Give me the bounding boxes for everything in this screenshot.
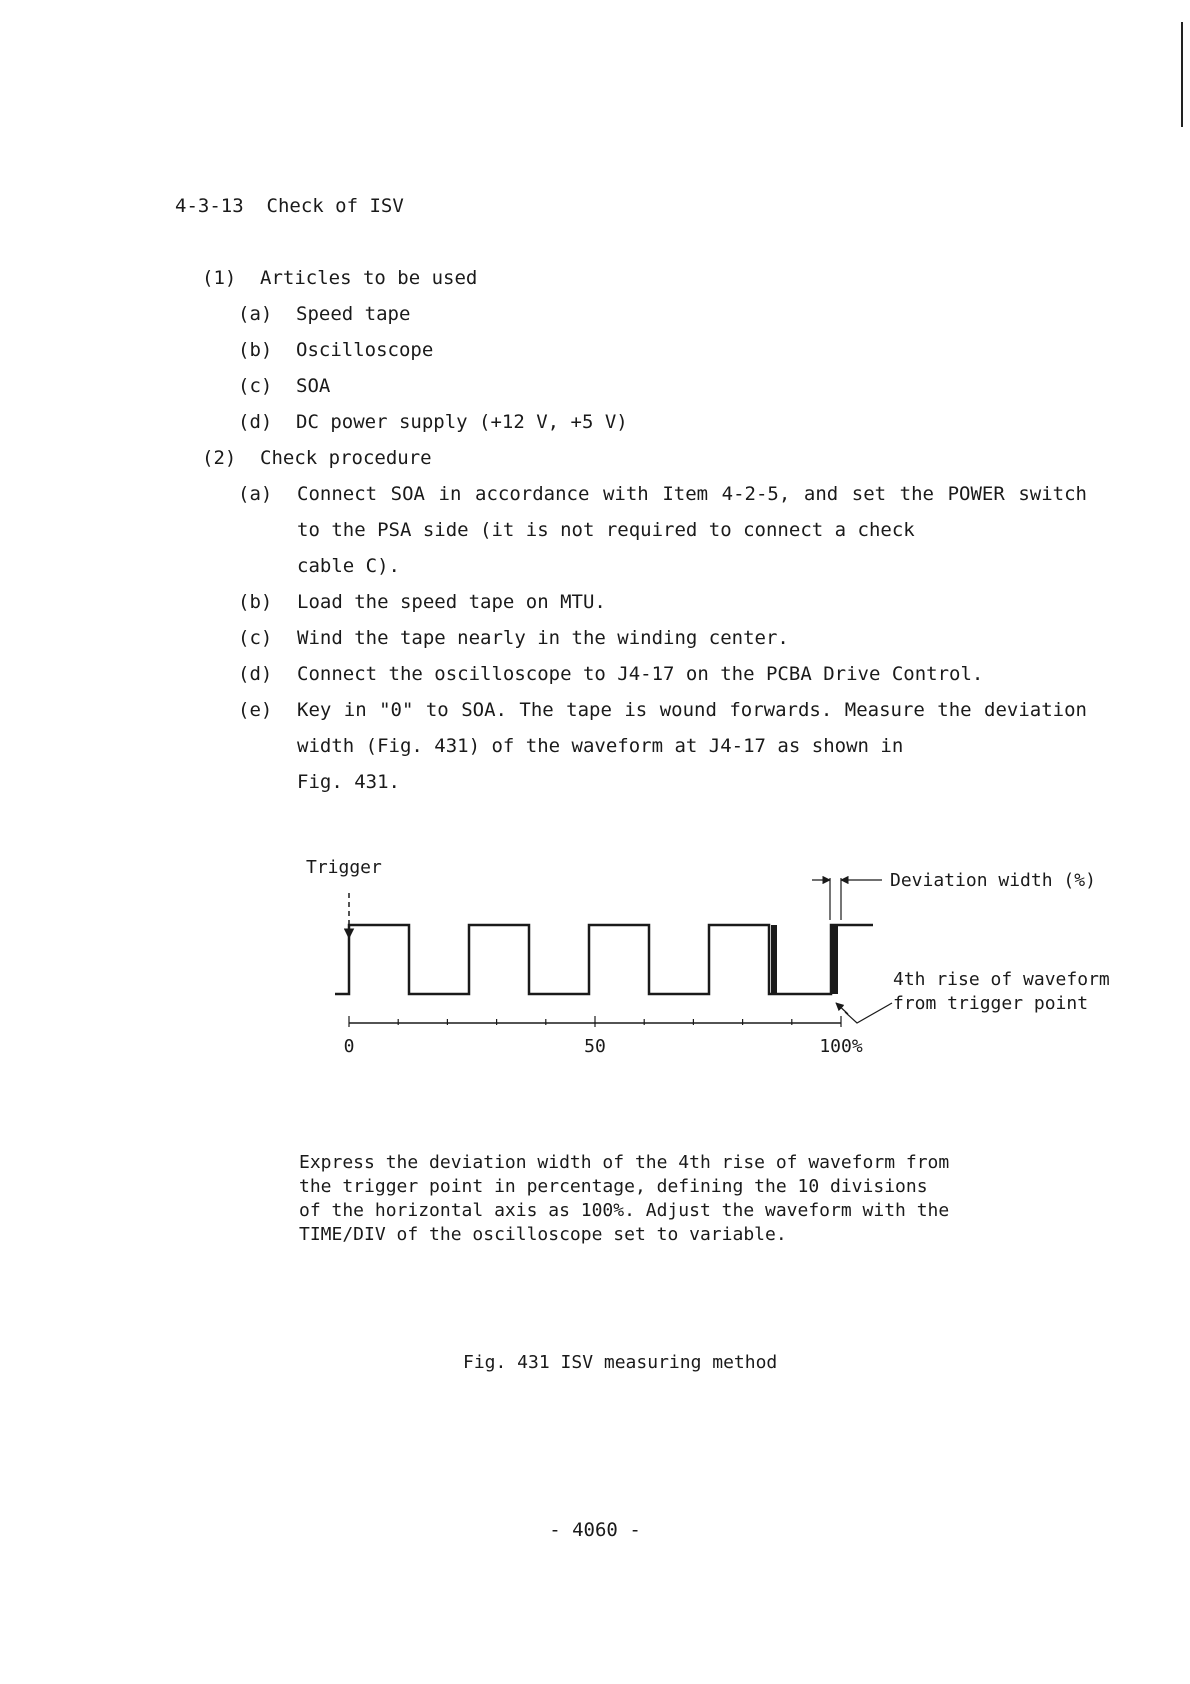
article-marker: (d): [238, 411, 273, 433]
step-marker: (e): [238, 699, 273, 721]
page-number: - 4060 -: [549, 1519, 641, 1541]
step-text-main: Connect SOA in accordance with Item 4-2-5, and set the POWER switch to the PSA side (it is not required to connect a check: [297, 483, 1087, 541]
section-number: 4-3-13: [175, 195, 244, 217]
article-item: SOA: [296, 375, 331, 397]
step-text: Load the speed tape on MTU.: [297, 591, 606, 613]
jitter-band-4th-rise: [831, 925, 838, 994]
article-marker: (c): [238, 375, 273, 397]
article-item: Oscilloscope: [296, 339, 434, 361]
article-item: DC power supply (+12 V, +5 V): [296, 411, 628, 433]
step-marker: (d): [238, 663, 273, 685]
step-marker: (c): [238, 627, 273, 649]
figure-title: Fig. 431 ISV measuring method: [463, 1352, 778, 1373]
articles-marker: (1): [202, 267, 237, 289]
article-marker: (a): [238, 303, 273, 325]
article-item: Speed tape: [296, 303, 411, 325]
rise-pointer-line: [845, 1003, 892, 1023]
jitter-band: [771, 925, 777, 994]
articles-heading: Articles to be used: [260, 267, 478, 289]
rise-label-line1: 4th rise of waveform: [893, 969, 1110, 990]
article-marker: (b): [238, 339, 273, 361]
step-marker: (b): [238, 591, 273, 613]
square-waveform: [335, 925, 873, 994]
procedure-marker: (2): [202, 447, 237, 469]
step-text-last: Fig. 431.: [297, 771, 400, 793]
deviation-width-label: Deviation width (%): [890, 870, 1096, 891]
axis-ticks: [349, 1016, 841, 1027]
step-marker: (a): [238, 483, 273, 505]
trigger-label: Trigger: [306, 857, 382, 878]
rise-label-line2: from trigger point: [893, 993, 1089, 1014]
step-text-main: Key in "0" to SOA. The tape is wound forwards. Measure the deviation width (Fig. 431) of the waveform at J4-17 as shown in: [297, 699, 1087, 757]
step-text: Wind the tape nearly in the winding center.: [297, 627, 789, 649]
procedure-heading: Check procedure: [260, 447, 432, 469]
rise-pointer-arrow: [836, 1003, 848, 1014]
axis-label-0: 0: [343, 1036, 355, 1057]
section-title: Check of ISV: [266, 195, 404, 217]
axis-label-50: 50: [584, 1036, 606, 1057]
figure-caption: Express the deviation width of the 4th rise of waveform from the trigger point in percentage, defining the 10 divisions of the horizontal axis as 100%. Adjust the waveform with the TIME/DIV of the oscilloscope set to variable.: [299, 1152, 950, 1245]
axis-label-100: 100%: [819, 1036, 863, 1057]
step-text: Connect the oscilloscope to J4-17 on the PCBA Drive Control.: [297, 663, 984, 685]
step-text-last: cable C).: [297, 555, 400, 577]
